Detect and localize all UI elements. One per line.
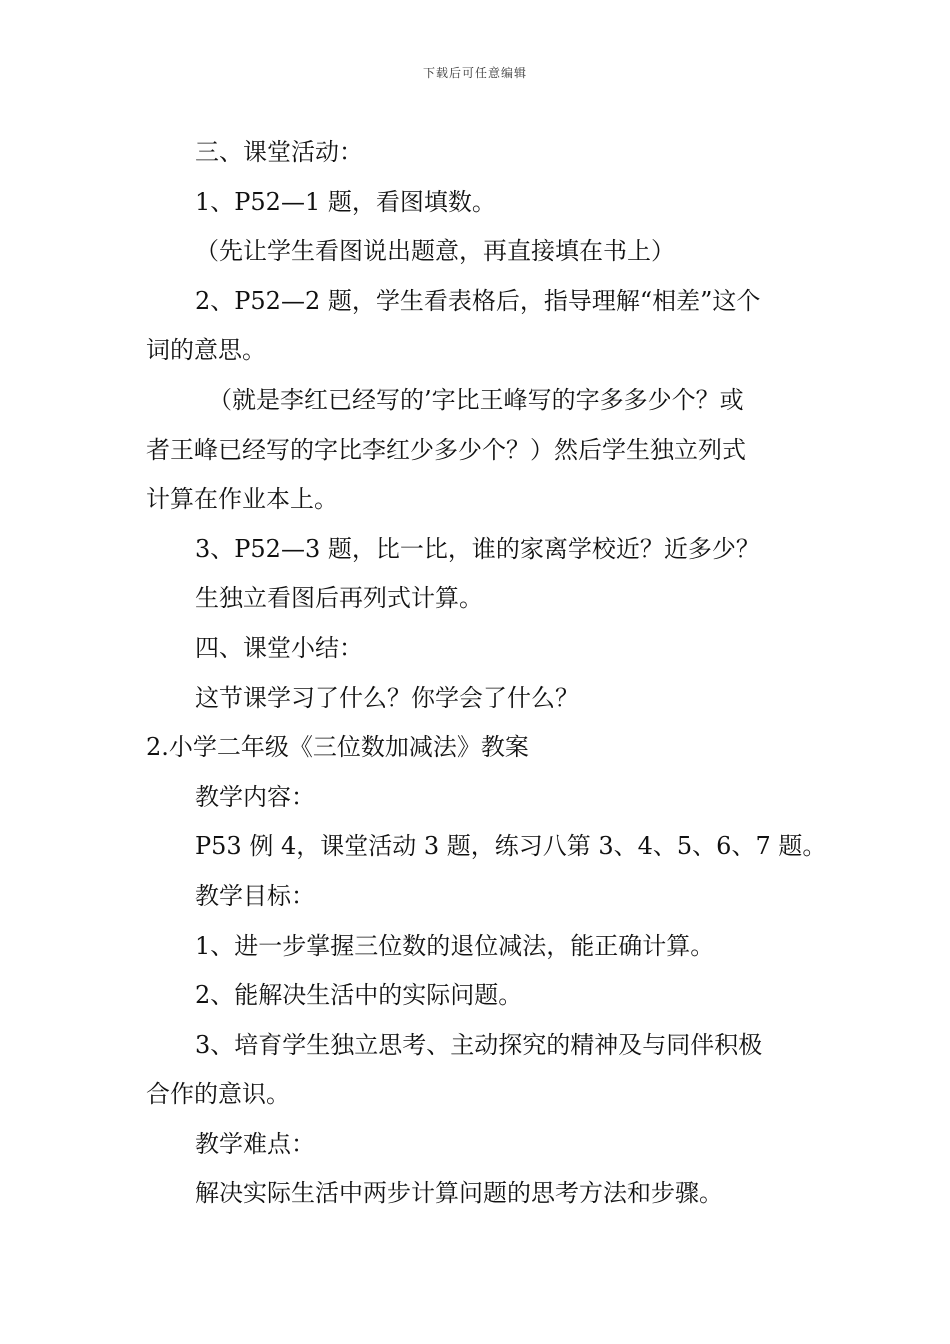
lesson-plan-title <box>146 723 808 773</box>
paragraph-line: 合作的意识。 <box>146 1080 290 1109</box>
section-heading-difficulty <box>146 1120 808 1170</box>
paragraph-line: 三、课堂活动： <box>195 138 363 166</box>
paragraph-line: 这节课学习了什么？你学会了什么？ <box>195 683 579 712</box>
paragraph-line: （就是李红已经写的’字比王峰写的字多多少个？或 <box>208 385 744 414</box>
paragraph-line: 3、P52—3 题，比一比，谁的家离学校近？近多少？ <box>195 534 760 563</box>
paragraph-line: 四、课堂小结： <box>195 633 363 662</box>
paragraph-line: 3、培育学生独立思考、主动探究的精神及与同伴积极 <box>195 1030 763 1059</box>
objective-item-3 <box>146 1021 808 1120</box>
paragraph-line: 教学目标： <box>195 881 315 910</box>
paragraph-line: 词的意思。 <box>146 336 266 365</box>
document-body <box>146 128 827 1219</box>
activity-note-2 <box>146 376 808 525</box>
activity-item-3 <box>146 525 808 575</box>
paragraph-line: 教学内容： <box>195 782 315 811</box>
paragraph-line: 2、能解决生活中的实际问题。 <box>195 981 523 1010</box>
paragraph-line: 1、进一步掌握三位数的退位减法，能正确计算。 <box>195 931 715 960</box>
paragraph-line: 生独立看图后再列式计算。 <box>195 584 483 613</box>
activity-item-1 <box>146 178 808 228</box>
paragraph-line: 2、P52—2 题，学生看表格后，指导理解“相差”这个 <box>195 286 761 315</box>
paragraph-line: 2.小学二年级《三位数加减法》教案 <box>146 733 529 762</box>
content-text <box>146 822 827 872</box>
paragraph-line: P53 例 4，课堂活动 3 题，练习八第 3、4、5、6、7 题。 <box>195 832 827 861</box>
paragraph-line: 教学难点： <box>195 1129 315 1158</box>
section-heading-objectives <box>146 872 808 922</box>
summary-text <box>146 674 808 724</box>
objective-item-2 <box>146 971 808 1021</box>
difficulty-text <box>146 1169 808 1219</box>
section-heading-content <box>146 773 808 823</box>
paragraph-line: （先让学生看图说出题意，再直接填在书上） <box>195 237 675 266</box>
activity-note-3 <box>146 574 808 624</box>
activity-note-1 <box>146 227 808 277</box>
paragraph-line: 者王峰已经写的字比李红少多少个？）然后学生独立列式 <box>146 435 746 464</box>
header-note: 下载后可任意编辑 <box>422 66 527 80</box>
section-heading-classroom-activity <box>146 128 808 178</box>
paragraph-line: 解决实际生活中两步计算问题的思考方法和步骤。 <box>195 1179 723 1208</box>
paragraph-line: 1、P52—1 题，看图填数。 <box>195 187 496 216</box>
section-heading-summary <box>146 624 808 674</box>
paragraph-line: 计算在作业本上。 <box>146 485 338 514</box>
objective-item-1 <box>146 922 808 972</box>
activity-item-2 <box>146 277 808 376</box>
